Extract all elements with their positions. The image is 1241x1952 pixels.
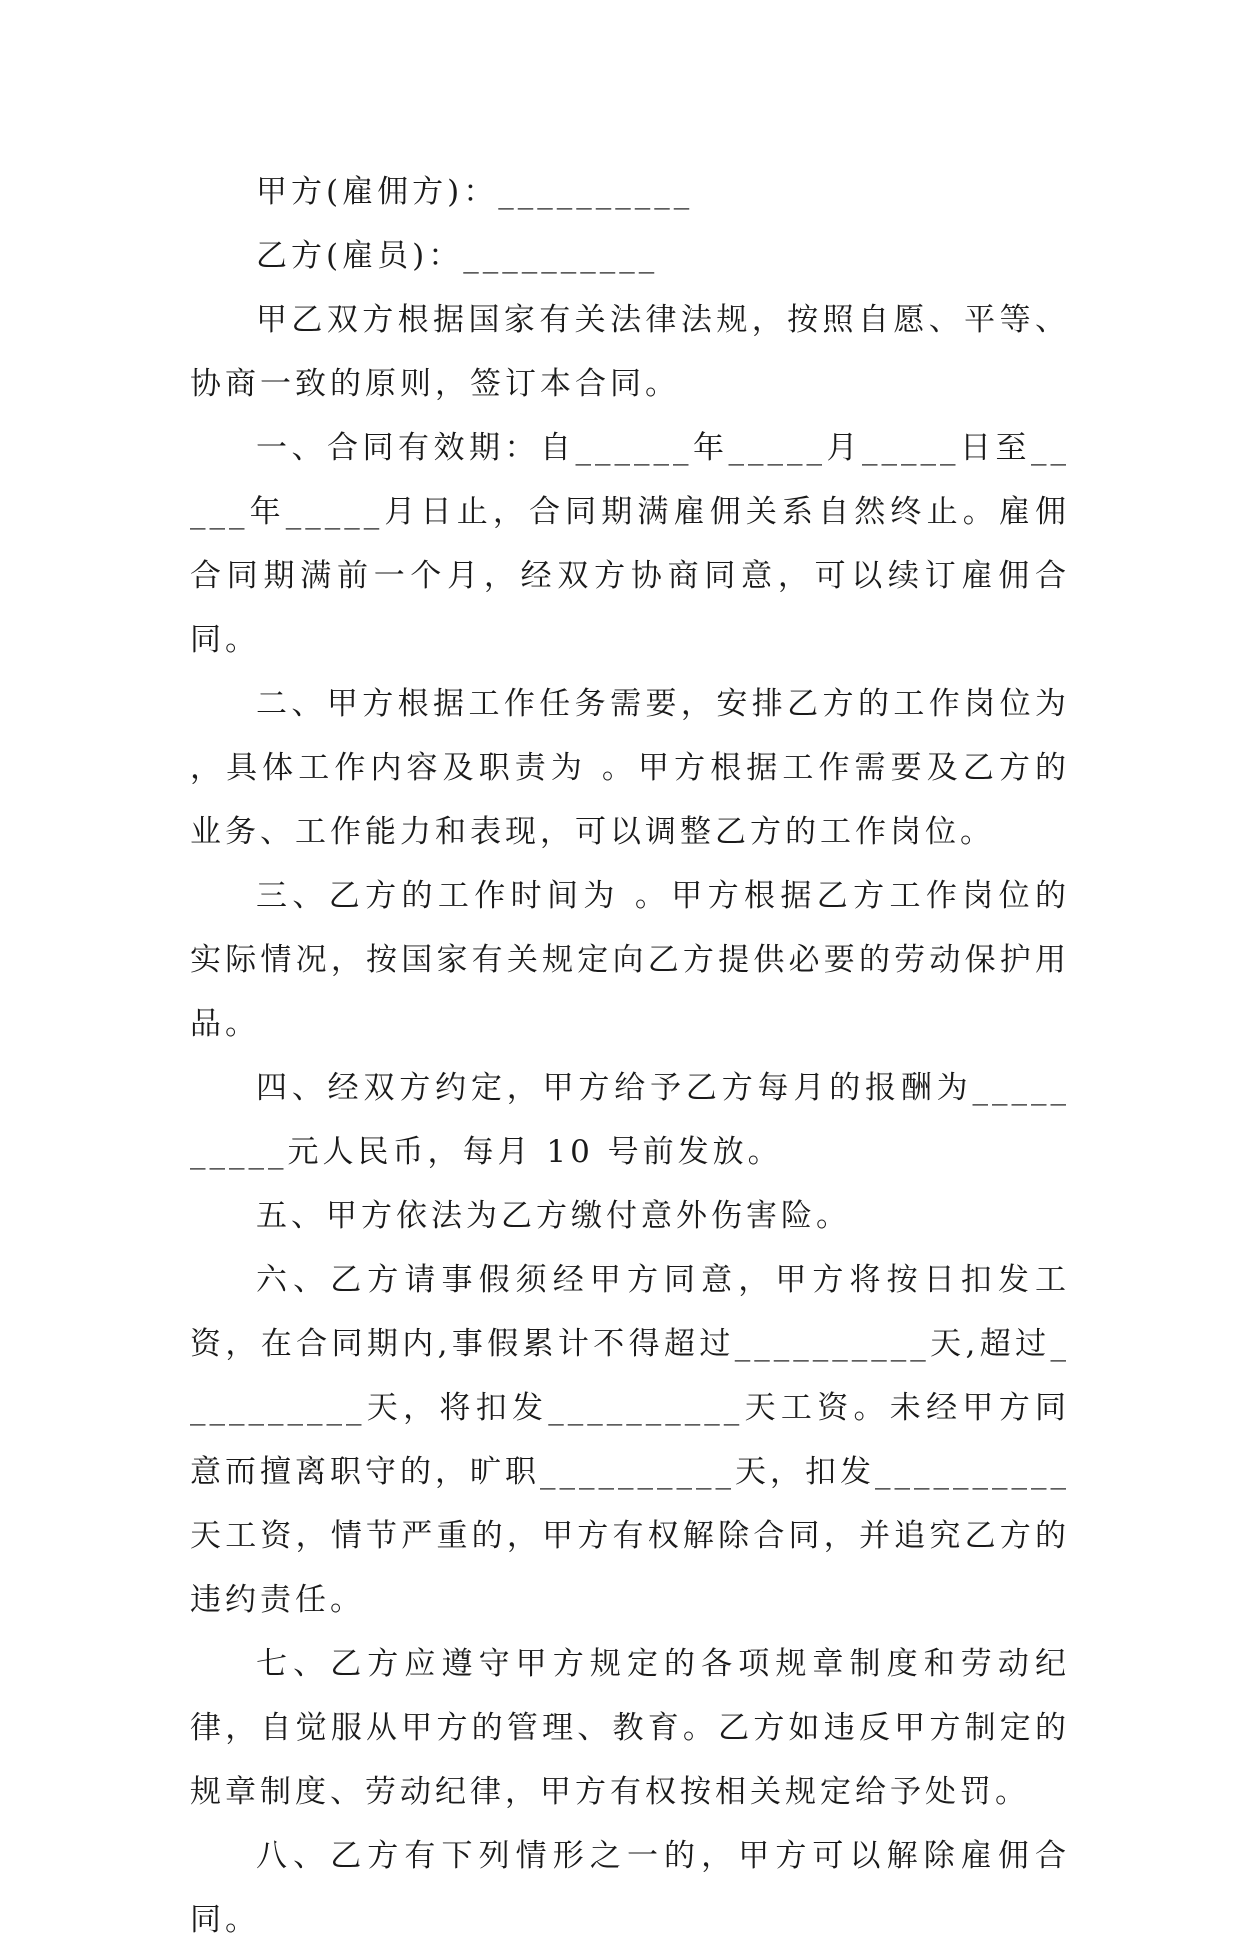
preamble-paragraph: 甲乙双方根据国家有关法律法规，按照自愿、平等、协商一致的原则，签订本合同。	[190, 302, 1070, 402]
clause-2-position: 二、甲方根据工作任务需要，安排乙方的工作岗位为 ，具体工作内容及职责为 。甲方根据工作需要及乙方的业务、工作能力和表现，可以调整乙方的工作岗位。	[190, 686, 1070, 850]
clause-4-salary: 四、经双方约定，甲方给予乙方每月的报酬为__________元人民币，每月 10 号前发放。	[190, 1070, 1070, 1170]
employee-line: 乙方(雇员)：__________	[256, 238, 659, 274]
clause-1-term: 一、合同有效期：自______年_____月_____日至_____年_____月日止，合同期满雇佣关系自然终止。雇佣合同期满前一个月，经双方协商同意，可以续订雇佣合同。	[190, 430, 1070, 658]
clause-7-rules: 七、乙方应遵守甲方规定的各项规章制度和劳动纪律，自觉服从甲方的管理、教育。乙方如违反甲方制定的规章制度、劳动纪律，甲方有权按相关规定给予处罚。	[190, 1646, 1070, 1810]
clause-3-hours: 三、乙方的工作时间为 。甲方根据乙方工作岗位的实际情况，按国家有关规定向乙方提供必要的劳动保护用品。	[190, 878, 1070, 1042]
clause-8-termination: 八、乙方有下列情形之一的，甲方可以解除雇佣合同。	[190, 1838, 1070, 1938]
clause-5-insurance: 五、甲方依法为乙方缴付意外伤害险。	[256, 1198, 851, 1234]
employer-line: 甲方(雇佣方)：__________	[256, 174, 694, 210]
contract-body	[190, 160, 1070, 1952]
clause-6-leave: 六、乙方请事假须经甲方同意，甲方将按日扣发工资，在合同期内,事假累计不得超过__________天,超过__________天，将扣发__________天工资。未经甲方同意而擅离职守的，旷职__________天，扣发__________天工资，情节严重的，甲方有权解除合同，并追究乙方的违约责任。	[190, 1262, 1070, 1618]
